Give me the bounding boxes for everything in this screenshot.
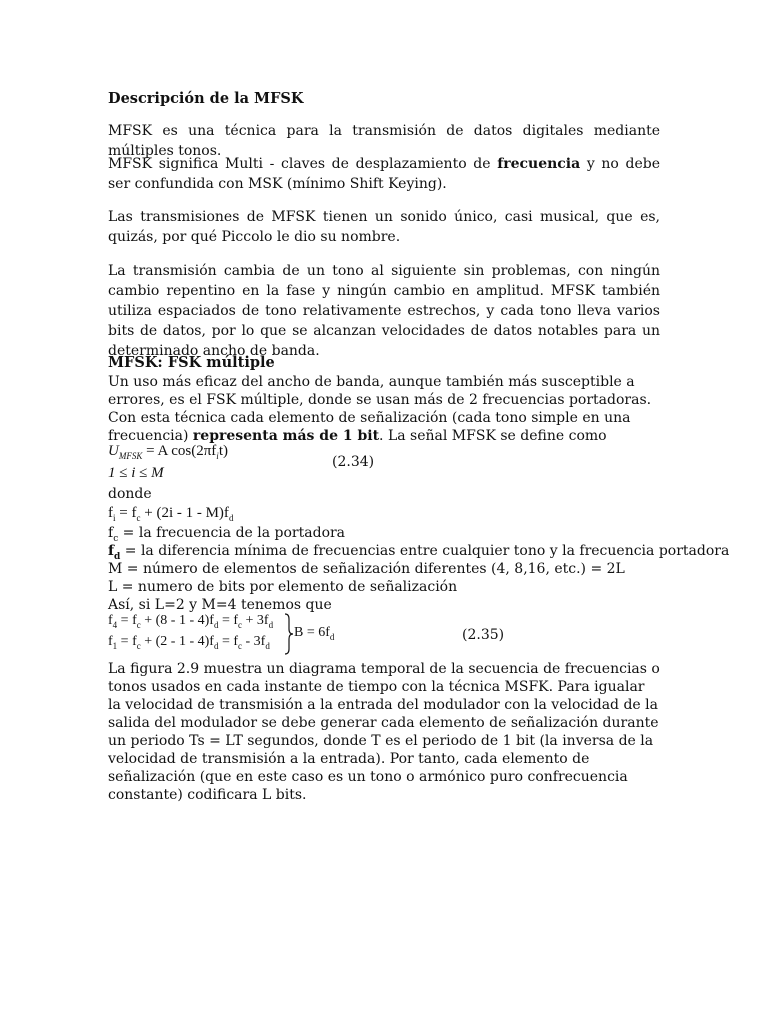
eq-bw: B = 6f <box>294 625 330 640</box>
eq-subscript: d <box>268 619 274 630</box>
eq-subscript: d <box>228 513 234 523</box>
eq-subscript: 1 <box>112 640 118 651</box>
page-title: Descripción de la MFSK <box>108 90 304 107</box>
eq-tail: t) <box>218 443 228 459</box>
example-intro: Así, si L=2 y M=4 tenemos que <box>108 597 332 613</box>
eq-subscript: 4 <box>112 619 118 630</box>
section-intro-bold: representa más de 1 bit <box>192 428 380 444</box>
paragraph-sound: Las transmisiones de MFSK tienen un sonido único, casi musical, que es, quizás, por qué Piccolo le dio su nombre. <box>108 209 660 245</box>
eq-eq: = f <box>218 613 239 628</box>
paragraph-transmission: La transmisión cambia de un tono al siguiente sin problemas, con ningún cambio repentino en la fase y ningún cambio en amplitud. MFSK también utiliza espaciados de tono relativamente estrechos, y cada tono lleva varios bits de datos, por lo que se alcanzan velocidades de datos notables para un determinado ancho de banda. <box>108 263 660 359</box>
equation-f1 <box>108 634 270 651</box>
eq-subscript: c <box>238 640 243 651</box>
right-brace-icon <box>284 613 294 655</box>
section-title: MFSK: FSK múltiple <box>108 354 275 371</box>
equation-number-2-35: (2.35) <box>462 627 505 643</box>
section-intro <box>108 373 660 445</box>
def-text: = la diferencia mínima de frecuencias entre cualquier tono y la frecuencia portadora <box>120 543 730 559</box>
eq-subscript: d <box>213 640 219 651</box>
eq-tail: + 3f <box>242 613 269 628</box>
eq-mid: + (2 - 1 - 4)f <box>140 634 214 649</box>
def-symbol: f <box>108 525 114 541</box>
definition-m: M = número de elementos de señalización diferentes (4, 8,16, etc.) = 2L <box>108 561 625 577</box>
section-intro-text-a: Un uso más eficaz del ancho de banda, aunque también más susceptible a errores, es el FSK múltiple, donde se usan más de 2 frecuencias portadoras. Con esta técnica cada elemento de señalización (cada tono simple en una frecuencia) <box>108 374 652 444</box>
def-subscript: c <box>113 533 119 544</box>
paragraph-meaning-bold: frecuencia <box>497 156 581 172</box>
eq-rhs: = f <box>117 613 137 628</box>
equation-number-2-34: (2.34) <box>332 454 375 470</box>
eq-rhs: = f <box>117 634 137 649</box>
equation-fi <box>108 505 233 523</box>
paragraph-meaning-text-a: MFSK significa Multi - claves de desplazamiento de <box>108 156 498 172</box>
eq-f: f <box>108 634 113 649</box>
eq-subscript: i <box>216 451 219 461</box>
eq-f: f <box>108 613 113 628</box>
eq-subscript: d <box>329 631 335 642</box>
equation-f4 <box>108 613 273 630</box>
eq-subscript: c <box>136 640 141 651</box>
eq-f: f <box>108 505 113 521</box>
eq-mid: + (8 - 1 - 4)f <box>140 613 214 628</box>
def-text: = la frecuencia de la portadora <box>118 525 346 541</box>
paragraph-meaning <box>108 154 660 194</box>
equation-range: 1 ≤ i ≤ M <box>108 465 164 481</box>
eq-mid: + (2i - 1 - M)f <box>140 505 229 521</box>
section-intro-text-b: . La señal MFSK se define como <box>379 428 607 444</box>
paragraph-closing: La figura 2.9 muestra un diagrama temporal de la secuencia de frecuencias o tonos usados en cada instante de tiempo con la técnica MSFK. Para igualar la velocidad de transmisión a la entrada del modulador con la velocidad de la salida del modulador se debe generar cada elemento de señalización durante un periodo Ts = LT segundos, donde T es el periodo de 1 bit (la inversa de la velocidad de transmisión a la entrada). Por tanto, cada elemento de señalización (que en este caso es un tono o armónico puro confrecuencia constante) codificara L bits. <box>108 661 660 803</box>
label-donde: donde <box>108 486 152 502</box>
eq-symbol: U <box>108 443 119 459</box>
paragraph-intro: MFSK es una técnica para la transmisión de datos digitales mediante múltiples tonos. <box>108 123 660 159</box>
eq-rhs: = f <box>115 505 137 521</box>
eq-rhs: = A cos(2πf <box>142 443 217 459</box>
eq-subscript: d <box>265 640 270 651</box>
def-symbol: f <box>108 543 115 559</box>
equation-bandwidth <box>294 625 334 642</box>
eq-subscript: d <box>213 619 219 630</box>
eq-subscript: i <box>113 513 116 523</box>
eq-subscript: c <box>136 513 141 523</box>
eq-subscript: MFSK <box>118 451 143 461</box>
eq-tail: - 3f <box>242 634 266 649</box>
eq-subscript: c <box>238 619 243 630</box>
eq-eq: = f <box>218 634 239 649</box>
definition-l: L = numero de bits por elemento de señalización <box>108 579 458 595</box>
paragraph-meaning-text-b: y no debe ser confundida con MSK (mínimo Shift Keying). <box>108 156 660 192</box>
eq-subscript: c <box>136 619 141 630</box>
equation-signal <box>108 443 228 461</box>
def-subscript: d <box>114 551 121 562</box>
